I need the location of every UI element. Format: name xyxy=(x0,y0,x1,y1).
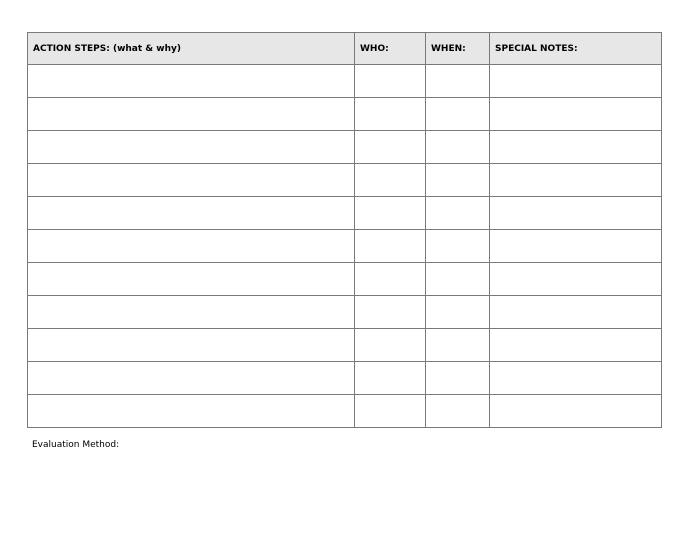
when-cell[interactable] xyxy=(426,164,490,197)
table-row xyxy=(28,98,662,131)
table-row xyxy=(28,230,662,263)
action-steps-cell[interactable] xyxy=(28,197,355,230)
table-row xyxy=(28,296,662,329)
when-cell[interactable] xyxy=(426,230,490,263)
who-cell[interactable] xyxy=(355,362,426,395)
table-row xyxy=(28,263,662,296)
evaluation-method-label: Evaluation Method: xyxy=(32,440,120,450)
table-row xyxy=(28,329,662,362)
header-action-steps: ACTION STEPS: (what & why) xyxy=(28,33,355,65)
special-notes-cell[interactable] xyxy=(490,197,662,230)
when-cell[interactable] xyxy=(426,197,490,230)
action-steps-cell[interactable] xyxy=(28,131,355,164)
header-when: WHEN: xyxy=(426,33,490,65)
table-row xyxy=(28,197,662,230)
who-cell[interactable] xyxy=(355,65,426,98)
when-cell[interactable] xyxy=(426,329,490,362)
action-steps-cell[interactable] xyxy=(28,164,355,197)
action-steps-cell[interactable] xyxy=(28,362,355,395)
who-cell[interactable] xyxy=(355,98,426,131)
header-who: WHO: xyxy=(355,33,426,65)
special-notes-cell[interactable] xyxy=(490,296,662,329)
special-notes-cell[interactable] xyxy=(490,65,662,98)
who-cell[interactable] xyxy=(355,263,426,296)
special-notes-cell[interactable] xyxy=(490,230,662,263)
who-cell[interactable] xyxy=(355,164,426,197)
special-notes-cell[interactable] xyxy=(490,131,662,164)
when-cell[interactable] xyxy=(426,395,490,428)
special-notes-cell[interactable] xyxy=(490,395,662,428)
action-steps-cell[interactable] xyxy=(28,395,355,428)
table-row xyxy=(28,65,662,98)
special-notes-cell[interactable] xyxy=(490,98,662,131)
special-notes-cell[interactable] xyxy=(490,329,662,362)
table-header-row xyxy=(28,33,662,65)
when-cell[interactable] xyxy=(426,362,490,395)
when-cell[interactable] xyxy=(426,296,490,329)
header-special-notes: SPECIAL NOTES: xyxy=(490,33,662,65)
table-row xyxy=(28,164,662,197)
who-cell[interactable] xyxy=(355,395,426,428)
when-cell[interactable] xyxy=(426,65,490,98)
table-row xyxy=(28,395,662,428)
special-notes-cell[interactable] xyxy=(490,263,662,296)
when-cell[interactable] xyxy=(426,98,490,131)
special-notes-cell[interactable] xyxy=(490,362,662,395)
table-row xyxy=(28,362,662,395)
who-cell[interactable] xyxy=(355,197,426,230)
when-cell[interactable] xyxy=(426,263,490,296)
table-row xyxy=(28,131,662,164)
action-steps-cell[interactable] xyxy=(28,98,355,131)
action-steps-cell[interactable] xyxy=(28,230,355,263)
special-notes-cell[interactable] xyxy=(490,164,662,197)
action-plan-table xyxy=(27,32,662,428)
who-cell[interactable] xyxy=(355,329,426,362)
when-cell[interactable] xyxy=(426,131,490,164)
action-steps-cell[interactable] xyxy=(28,263,355,296)
who-cell[interactable] xyxy=(355,230,426,263)
who-cell[interactable] xyxy=(355,131,426,164)
table-body xyxy=(28,65,662,428)
action-steps-cell[interactable] xyxy=(28,65,355,98)
action-plan-sheet xyxy=(27,32,661,428)
who-cell[interactable] xyxy=(355,296,426,329)
action-steps-cell[interactable] xyxy=(28,296,355,329)
action-steps-cell[interactable] xyxy=(28,329,355,362)
